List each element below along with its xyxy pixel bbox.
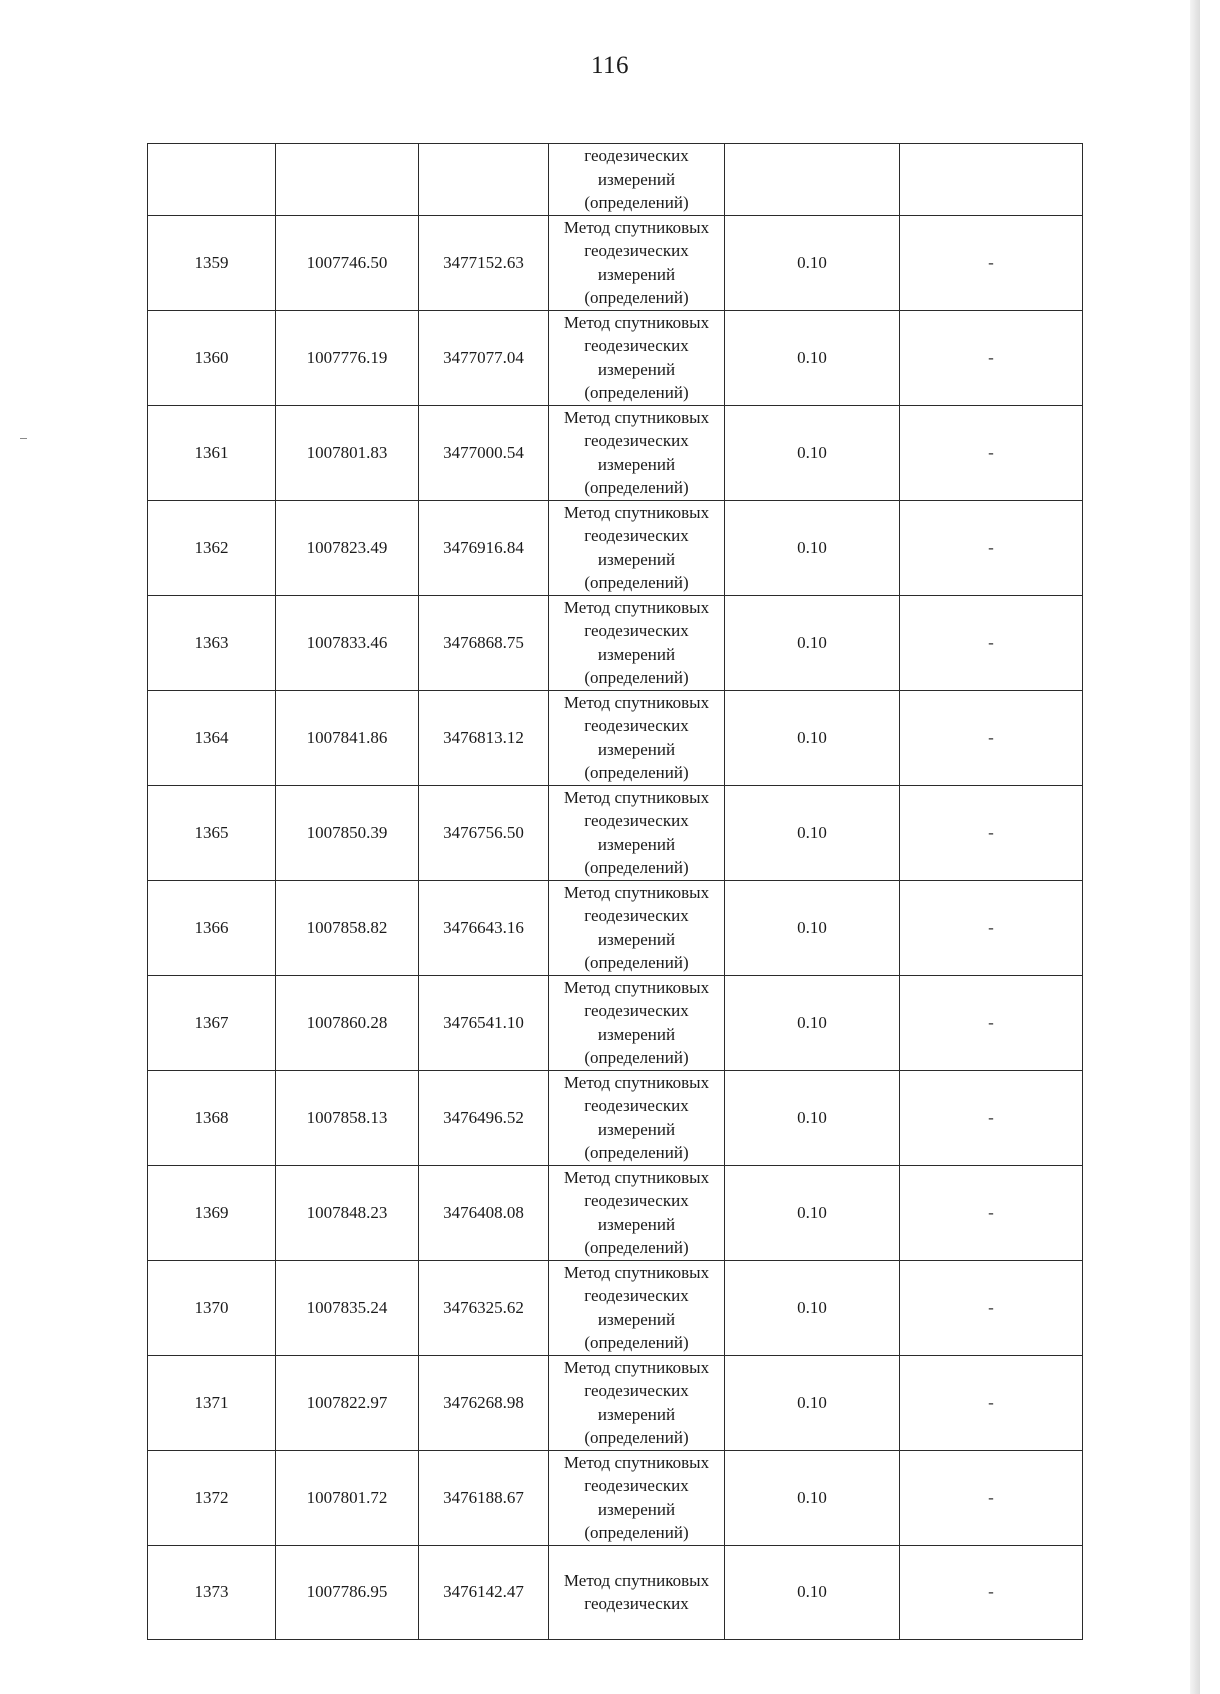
cell-note: - [900, 1450, 1083, 1545]
method-line: геодезических [584, 811, 689, 830]
method-line: геодезических [584, 621, 689, 640]
method-line: Метод спутниковых [563, 882, 710, 902]
cell-note: - [900, 595, 1083, 690]
cell-note: - [900, 1545, 1083, 1639]
table-row [148, 975, 1083, 1070]
coordinates-table-container [147, 143, 1082, 1613]
cell-y: 3476408.08 [419, 1165, 549, 1260]
cell-method [549, 215, 725, 310]
method-line: (определений) [584, 858, 689, 877]
cell-point: 1370 [148, 1260, 276, 1355]
method-line: геодезических [584, 1381, 689, 1400]
cell-x: 1007822.97 [276, 1355, 419, 1450]
cell-point: 1363 [148, 595, 276, 690]
table-row [148, 1070, 1083, 1165]
cell-y: 3476756.50 [419, 785, 549, 880]
cell-accuracy: 0.10 [725, 1355, 900, 1450]
cell-accuracy: 0.10 [725, 880, 900, 975]
method-line: геодезических [584, 336, 689, 355]
cell-note: - [900, 785, 1083, 880]
table-row [148, 595, 1083, 690]
cell-method [549, 595, 725, 690]
method-line: Метод спутниковых [563, 502, 710, 522]
cell-note: - [900, 405, 1083, 500]
method-line: Метод спутниковых [563, 1072, 710, 1092]
cell-y: 3476325.62 [419, 1260, 549, 1355]
cell-method [549, 1260, 725, 1355]
cell-method [549, 785, 725, 880]
scan-mark [20, 438, 27, 439]
method-line: геодезических [584, 1476, 689, 1495]
cell-method [549, 1070, 725, 1165]
table-row [148, 1260, 1083, 1355]
cell-x: 1007841.86 [276, 690, 419, 785]
cell-y: 3476142.47 [419, 1545, 549, 1639]
cell-accuracy: 0.10 [725, 405, 900, 500]
cell-point: 1359 [148, 215, 276, 310]
cell-point: 1367 [148, 975, 276, 1070]
page-edge-shadow [1190, 0, 1200, 1694]
cell-y: 3476868.75 [419, 595, 549, 690]
cell-x: 1007786.95 [276, 1545, 419, 1639]
method-line: измерений [597, 1024, 676, 1044]
method-line: (определений) [584, 953, 689, 972]
table-row [148, 690, 1083, 785]
method-line: Метод спутниковых [563, 977, 710, 997]
method-line: измерений [597, 1499, 676, 1519]
cell-method [549, 405, 725, 500]
cell-method [549, 1165, 725, 1260]
table-row [148, 310, 1083, 405]
cell-method [549, 880, 725, 975]
cell-point: 1369 [148, 1165, 276, 1260]
method-line: Метод спутниковых [563, 312, 710, 332]
method-line: Метод спутниковых [563, 1570, 710, 1590]
cell-point: 1361 [148, 405, 276, 500]
table-row [148, 785, 1083, 880]
cell-x: 1007746.50 [276, 215, 419, 310]
cell-note: - [900, 1260, 1083, 1355]
cell-x: 1007801.72 [276, 1450, 419, 1545]
table-row [148, 405, 1083, 500]
cell-y [419, 144, 549, 216]
method-line: (определений) [584, 478, 689, 497]
table-row-continuation [148, 144, 1083, 216]
cell-note: - [900, 690, 1083, 785]
cell-x: 1007833.46 [276, 595, 419, 690]
cell-x: 1007858.13 [276, 1070, 419, 1165]
cell-x: 1007823.49 [276, 500, 419, 595]
cell-accuracy: 0.10 [725, 975, 900, 1070]
cell-x: 1007858.82 [276, 880, 419, 975]
cell-method [549, 500, 725, 595]
cell-x [276, 144, 419, 216]
cell-y: 3476268.98 [419, 1355, 549, 1450]
cell-point: 1362 [148, 500, 276, 595]
method-line: измерений [597, 454, 676, 474]
cell-accuracy: 0.10 [725, 1545, 900, 1639]
cell-point [148, 144, 276, 216]
method-line: (определений) [584, 383, 689, 402]
method-line: измерений [597, 549, 676, 569]
cell-note: - [900, 880, 1083, 975]
method-line: измерений [597, 1214, 676, 1234]
table-row [148, 215, 1083, 310]
method-line: измерений [597, 834, 676, 854]
cell-note: - [900, 310, 1083, 405]
method-line: (определений) [584, 668, 689, 687]
method-line: Метод спутниковых [563, 1262, 710, 1282]
method-line: измерений [597, 739, 676, 759]
method-line: Метод спутниковых [563, 1452, 710, 1472]
cell-x: 1007848.23 [276, 1165, 419, 1260]
method-line: геодезических [584, 1191, 689, 1210]
cell-method [549, 975, 725, 1070]
method-line: Метод спутниковых [563, 407, 710, 427]
cell-x: 1007776.19 [276, 310, 419, 405]
cell-note: - [900, 1165, 1083, 1260]
cell-point: 1364 [148, 690, 276, 785]
cell-method [549, 1545, 725, 1639]
cell-accuracy: 0.10 [725, 785, 900, 880]
cell-note: - [900, 500, 1083, 595]
cell-note: - [900, 1070, 1083, 1165]
cell-x: 1007801.83 [276, 405, 419, 500]
method-line: геодезических [584, 1594, 689, 1613]
method-line: (определений) [584, 1143, 689, 1162]
cell-y: 3476643.16 [419, 880, 549, 975]
method-line: геодезических [584, 146, 689, 165]
method-line: (определений) [584, 1428, 689, 1447]
method-line: Метод спутниковых [563, 787, 710, 807]
cell-accuracy: 0.10 [725, 1450, 900, 1545]
method-line: (определений) [584, 1333, 689, 1352]
method-line: Метод спутниковых [563, 1167, 710, 1187]
method-line: геодезических [584, 1001, 689, 1020]
method-line: (определений) [584, 573, 689, 592]
cell-point: 1371 [148, 1355, 276, 1450]
method-line: измерений [597, 1404, 676, 1424]
method-line: геодезических [584, 431, 689, 450]
method-line: (определений) [584, 193, 689, 212]
cell-y: 3477077.04 [419, 310, 549, 405]
table-row [148, 1450, 1083, 1545]
cell-point: 1373 [148, 1545, 276, 1639]
method-line: измерений [597, 169, 676, 189]
cell-y: 3476916.84 [419, 500, 549, 595]
cell-accuracy: 0.10 [725, 595, 900, 690]
method-line: Метод спутниковых [563, 692, 710, 712]
cell-accuracy: 0.10 [725, 215, 900, 310]
method-line: геодезических [584, 906, 689, 925]
table-row [148, 880, 1083, 975]
method-line: (определений) [584, 288, 689, 307]
method-line: геодезических [584, 241, 689, 260]
cell-note [900, 144, 1083, 216]
table-row [148, 1545, 1083, 1639]
cell-accuracy [725, 144, 900, 216]
method-line: измерений [597, 359, 676, 379]
cell-point: 1372 [148, 1450, 276, 1545]
coordinates-table [147, 143, 1083, 1640]
cell-x: 1007850.39 [276, 785, 419, 880]
method-line: геодезических [584, 1096, 689, 1115]
cell-method [549, 1355, 725, 1450]
page-number: 116 [590, 52, 630, 79]
cell-point: 1365 [148, 785, 276, 880]
table-row [148, 1165, 1083, 1260]
method-line: измерений [597, 929, 676, 949]
table-body [148, 144, 1083, 1640]
method-line: измерений [597, 1309, 676, 1329]
cell-y: 3477152.63 [419, 215, 549, 310]
method-line: (определений) [584, 763, 689, 782]
cell-y: 3476813.12 [419, 690, 549, 785]
method-line: измерений [597, 1119, 676, 1139]
method-line: геодезических [584, 716, 689, 735]
cell-accuracy: 0.10 [725, 1070, 900, 1165]
cell-y: 3476541.10 [419, 975, 549, 1070]
cell-method [549, 690, 725, 785]
cell-accuracy: 0.10 [725, 500, 900, 595]
method-line: геодезических [584, 526, 689, 545]
cell-note: - [900, 1355, 1083, 1450]
cell-accuracy: 0.10 [725, 1260, 900, 1355]
method-line: (определений) [584, 1238, 689, 1257]
method-line: (определений) [584, 1048, 689, 1067]
cell-point: 1368 [148, 1070, 276, 1165]
table-row [148, 1355, 1083, 1450]
method-line: Метод спутниковых [563, 597, 710, 617]
cell-method [549, 144, 725, 216]
cell-x: 1007860.28 [276, 975, 419, 1070]
method-line: Метод спутниковых [563, 217, 710, 237]
cell-accuracy: 0.10 [725, 1165, 900, 1260]
method-line: измерений [597, 644, 676, 664]
cell-method [549, 1450, 725, 1545]
cell-point: 1366 [148, 880, 276, 975]
method-line: Метод спутниковых [563, 1357, 710, 1377]
method-line: измерений [597, 264, 676, 284]
cell-accuracy: 0.10 [725, 310, 900, 405]
cell-y: 3477000.54 [419, 405, 549, 500]
cell-y: 3476188.67 [419, 1450, 549, 1545]
cell-x: 1007835.24 [276, 1260, 419, 1355]
cell-y: 3476496.52 [419, 1070, 549, 1165]
method-line: геодезических [584, 1286, 689, 1305]
cell-note: - [900, 215, 1083, 310]
cell-point: 1360 [148, 310, 276, 405]
cell-note: - [900, 975, 1083, 1070]
method-line: (определений) [584, 1523, 689, 1542]
table-row [148, 500, 1083, 595]
cell-method [549, 310, 725, 405]
cell-accuracy: 0.10 [725, 690, 900, 785]
